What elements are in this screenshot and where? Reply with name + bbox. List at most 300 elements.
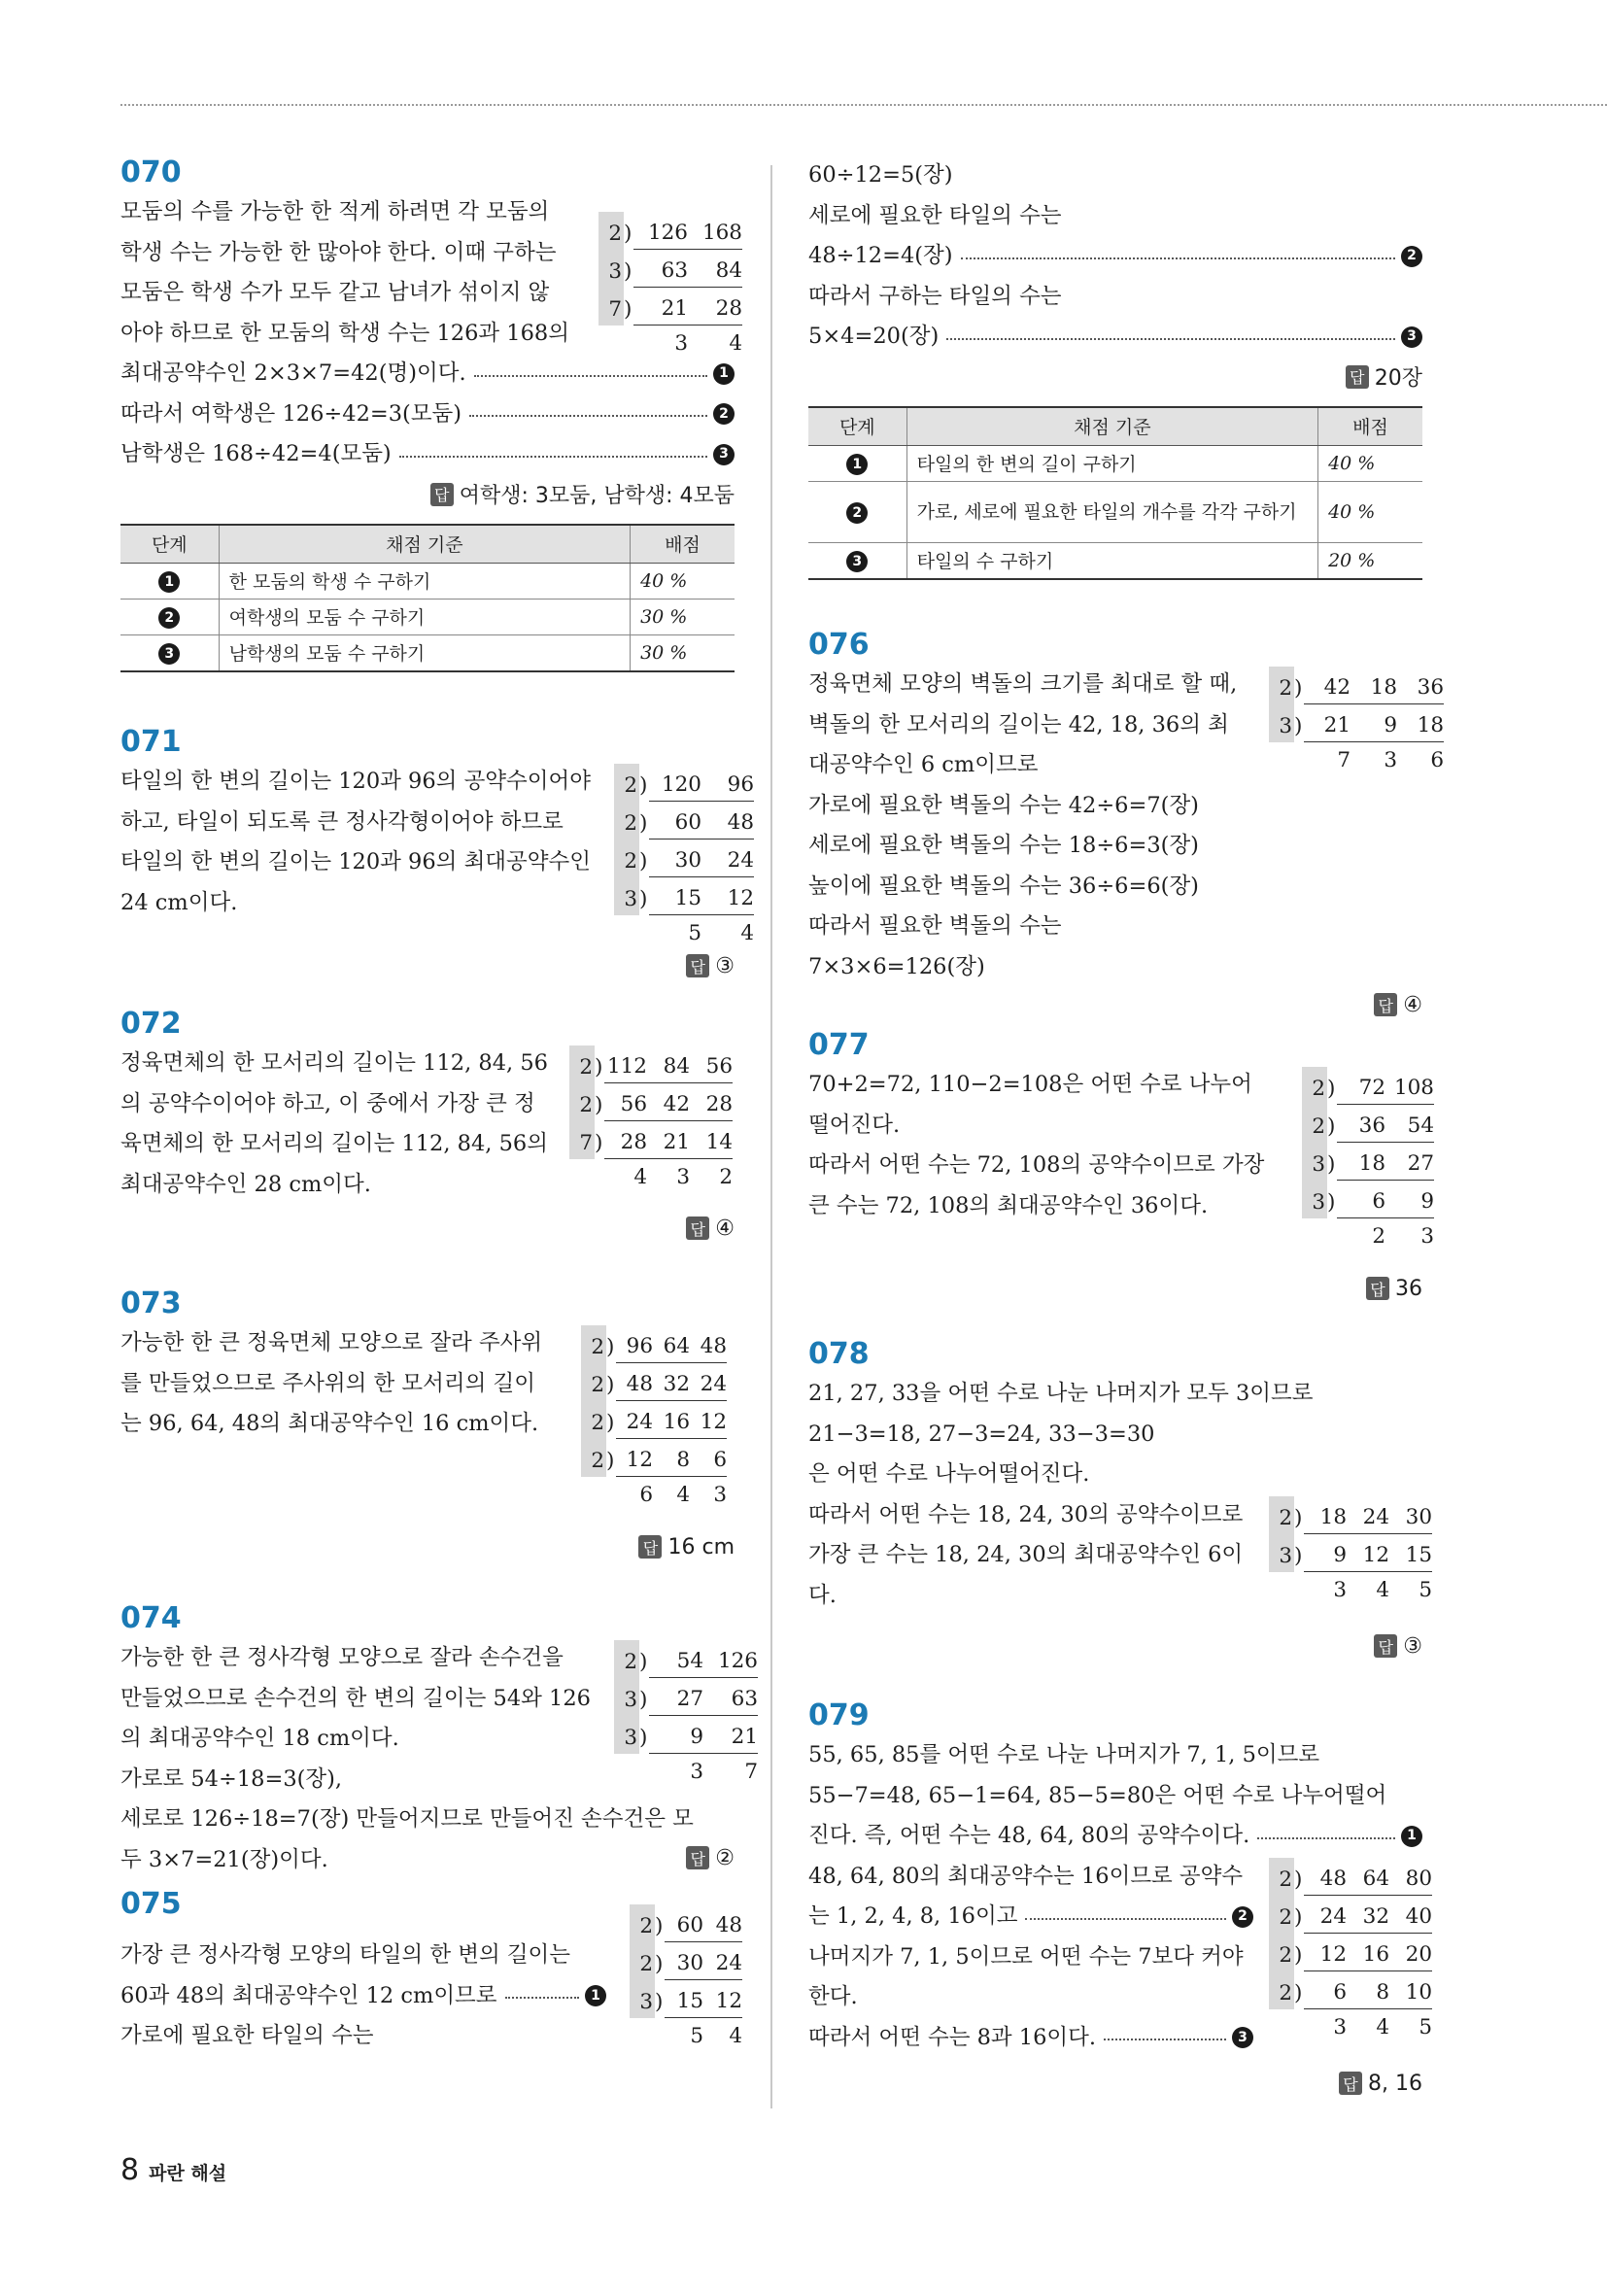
solution-line: 모둠은 학생 수가 모두 같고 남녀가 섞이지 않 bbox=[120, 280, 550, 305]
ladder-row bbox=[1269, 1896, 1432, 1934]
solution-line-text: 5×4=20(장) bbox=[808, 324, 940, 349]
left-column bbox=[120, 154, 758, 2060]
ladder-number: 30 bbox=[674, 848, 701, 873]
step-mark-icon: 1 bbox=[158, 571, 180, 593]
ladder-row bbox=[630, 1942, 742, 1980]
ladder-row bbox=[581, 1363, 727, 1401]
solution-line: 따라서 구하는 타일의 수는 bbox=[808, 283, 1062, 309]
ladder-divisor: 2 bbox=[630, 1942, 655, 1980]
step-mark-icon: 3 bbox=[846, 551, 868, 572]
ladder-number: 54 bbox=[676, 1649, 703, 1673]
table-row bbox=[120, 634, 735, 671]
step-cell bbox=[120, 563, 219, 599]
ladder-quotient-number: 3 bbox=[690, 1760, 703, 1784]
ladder-numbers bbox=[1304, 675, 1444, 704]
ladder-quotient bbox=[1304, 1572, 1432, 1616]
answer-text: 20장 bbox=[1374, 366, 1422, 391]
ladder-quotient-number: 4 bbox=[633, 1165, 647, 1189]
solution-line: 가로에 필요한 벽돌의 수는 42÷6=7(장) bbox=[808, 792, 1199, 818]
solution-line: 21, 27, 33을 어떤 수로 나눈 나머지가 모두 3이므로 bbox=[808, 1381, 1314, 1406]
top-dotted-rule bbox=[120, 104, 1607, 106]
problem-number: 070 bbox=[120, 155, 182, 189]
ladder-divisor: 2 bbox=[1269, 1896, 1294, 1934]
answer-badge-icon: 답 bbox=[1339, 2072, 1362, 2095]
ladder-number: 28 bbox=[620, 1130, 647, 1154]
ladder-division bbox=[1302, 1067, 1434, 1262]
leader-dots bbox=[399, 456, 707, 458]
answer-badge-icon: 답 bbox=[1374, 1634, 1397, 1658]
ladder-bracket: ) bbox=[595, 1093, 603, 1117]
solution-line-text: 따라서 어떤 수는 8과 16이다. bbox=[808, 2024, 1097, 2050]
table-row bbox=[808, 542, 1422, 579]
ladder-division bbox=[630, 1904, 742, 2062]
ladder-row bbox=[614, 802, 754, 840]
answer-text: ② bbox=[715, 1845, 735, 1870]
ladder-quotient-number: 4 bbox=[1376, 2015, 1389, 2039]
ladder-row bbox=[598, 288, 742, 326]
solution-line: 가로에 필요한 타일의 수는 bbox=[120, 2023, 374, 2048]
problem-number: 073 bbox=[120, 1286, 182, 1320]
ladder-row bbox=[569, 1121, 733, 1159]
ladder-number: 24 bbox=[626, 1410, 653, 1434]
ladder-row bbox=[614, 1716, 758, 1754]
ladder-number: 63 bbox=[661, 258, 688, 283]
solution-line-step bbox=[120, 1976, 606, 2017]
ladder-divisor: 3 bbox=[1302, 1143, 1327, 1181]
step-cell bbox=[120, 599, 219, 634]
solution-line: 60÷12=5(장) bbox=[808, 162, 953, 188]
problem-075-continued bbox=[808, 155, 1422, 604]
solution-line-text: 60과 48의 최대공약수인 12 cm이므로 bbox=[120, 1982, 497, 2008]
ladder-bracket: ) bbox=[655, 1990, 664, 2014]
ladder-quotient bbox=[665, 2018, 742, 2062]
ladder-quotient bbox=[649, 1754, 758, 1798]
ladder-numbers bbox=[649, 772, 754, 802]
ladder-number: 18 bbox=[1370, 675, 1397, 700]
scoring-table bbox=[808, 406, 1422, 580]
step-mark-icon: 1 bbox=[846, 454, 868, 475]
ladder-number: 27 bbox=[1407, 1151, 1434, 1176]
table-row bbox=[120, 599, 735, 634]
ladder-numbers bbox=[604, 1092, 733, 1121]
ladder-number: 9 bbox=[1333, 1543, 1347, 1567]
ladder-bracket: ) bbox=[639, 887, 648, 911]
problem-number: 075 bbox=[120, 1887, 182, 1921]
ladder-number: 96 bbox=[727, 772, 754, 797]
ladder-divisor: 2 bbox=[1269, 1934, 1294, 1971]
solution-line: 따라서 어떤 수는 18, 24, 30의 공약수이므로 bbox=[808, 1501, 1244, 1527]
solution-line-step bbox=[120, 394, 735, 435]
ladder-divisor: 2 bbox=[581, 1325, 606, 1363]
header-step: 단계 bbox=[808, 407, 906, 446]
ladder-quotient bbox=[1337, 1218, 1434, 1262]
ladder-numbers bbox=[633, 258, 742, 288]
answer-row bbox=[1374, 1627, 1422, 1665]
solution-line-step bbox=[808, 1897, 1253, 1937]
problem-073 bbox=[120, 1285, 735, 1599]
ladder-quotient-number: 3 bbox=[1333, 2015, 1347, 2039]
ladder-numbers bbox=[649, 1649, 758, 1678]
step-mark-icon: 1 bbox=[713, 363, 735, 385]
ladder-number: 12 bbox=[715, 1989, 742, 2013]
ladder-quotient-number: 3 bbox=[1420, 1224, 1434, 1249]
ladder-quotient bbox=[1304, 2009, 1432, 2053]
ladder-quotient-number: 3 bbox=[1333, 1578, 1347, 1602]
ladder-numbers bbox=[1337, 1114, 1434, 1143]
leader-dots bbox=[474, 375, 707, 377]
ladder-number: 9 bbox=[1384, 713, 1397, 737]
solution-line: 21−3=18, 27−3=24, 33−3=30 bbox=[808, 1421, 1155, 1447]
ladder-quotient-number: 4 bbox=[729, 331, 742, 356]
ladder-quotient-number: 4 bbox=[740, 921, 754, 945]
solution-line: 타일의 한 변의 길이는 120과 96의 공약수이어야 bbox=[120, 769, 591, 794]
ladder-number: 126 bbox=[647, 221, 688, 245]
step-mark-icon: 1 bbox=[1401, 1826, 1422, 1847]
ladder-bracket: ) bbox=[639, 1688, 648, 1712]
ladder-numbers bbox=[1337, 1151, 1434, 1181]
ladder-quotient-number: 3 bbox=[676, 1165, 690, 1189]
ladder-quotient-number: 3 bbox=[1384, 748, 1397, 772]
ladder-numbers bbox=[1304, 1980, 1432, 2009]
solution-line: 두 3×7=21(장)이다. bbox=[120, 1846, 328, 1872]
ladder-divisor: 2 bbox=[614, 802, 639, 840]
ladder-bracket: ) bbox=[1327, 1114, 1336, 1139]
ladder-number: 48 bbox=[700, 1334, 727, 1358]
scoring-table bbox=[120, 524, 735, 672]
ladder-bracket: ) bbox=[1294, 676, 1303, 701]
solution-line: 육면체의 한 모서리의 길이는 112, 84, 56의 bbox=[120, 1131, 548, 1156]
ladder-number: 6 bbox=[713, 1448, 727, 1472]
column-divider bbox=[770, 165, 772, 2108]
step-cell bbox=[808, 445, 906, 481]
step-mark-icon: 3 bbox=[713, 444, 735, 465]
ladder-bracket: ) bbox=[639, 1650, 648, 1674]
criterion-cell: 타일의 한 변의 길이 구하기 bbox=[906, 445, 1317, 481]
ladder-division bbox=[1269, 667, 1444, 786]
solution-line: 24 cm이다. bbox=[120, 889, 238, 915]
step-cell bbox=[808, 542, 906, 579]
ladder-division bbox=[1269, 1496, 1432, 1616]
ladder-bracket: ) bbox=[655, 1952, 664, 1976]
ladder-numbers bbox=[1304, 1505, 1432, 1534]
solution-line: 대공약수인 6 cm이므로 bbox=[808, 752, 1039, 777]
table-row bbox=[120, 563, 735, 599]
ladder-bracket: ) bbox=[1294, 1544, 1303, 1568]
solution-line: 7×3×6=126(장) bbox=[808, 953, 985, 979]
ladder-number: 21 bbox=[731, 1725, 758, 1749]
solution-line-step bbox=[808, 2018, 1253, 2059]
ladder-bracket: ) bbox=[1294, 1943, 1303, 1968]
solution-line: 55, 65, 85를 어떤 수로 나눈 나머지가 7, 1, 5이므로 bbox=[808, 1742, 1320, 1767]
ladder-number: 21 bbox=[1323, 713, 1351, 737]
ladder-row bbox=[614, 1678, 758, 1716]
ladder-quotient-number: 4 bbox=[676, 1483, 690, 1507]
ladder-number: 14 bbox=[705, 1130, 733, 1154]
answer-badge-icon: 답 bbox=[1346, 365, 1369, 389]
ladder-divisor: 2 bbox=[614, 840, 639, 877]
ladder-number: 12 bbox=[1319, 1942, 1347, 1967]
problem-074 bbox=[120, 1599, 758, 1885]
ladder-number: 8 bbox=[676, 1448, 690, 1472]
solution-line: 정육면체의 한 모서리의 길이는 112, 84, 56 bbox=[120, 1050, 548, 1076]
page-footer bbox=[120, 2153, 226, 2187]
ladder-divisor: 3 bbox=[614, 1716, 639, 1754]
ladder-bracket: ) bbox=[606, 1411, 615, 1435]
ladder-numbers bbox=[616, 1372, 727, 1401]
solution-line: 벽돌의 한 모서리의 길이는 42, 18, 36의 최 bbox=[808, 711, 1229, 737]
ladder-number: 42 bbox=[1323, 675, 1351, 700]
ladder-number: 21 bbox=[661, 296, 688, 321]
ladder-quotient-number: 6 bbox=[1430, 748, 1444, 772]
step-mark-icon: 3 bbox=[1401, 326, 1422, 348]
ladder-row bbox=[1269, 667, 1444, 704]
ladder-number: 84 bbox=[715, 258, 742, 283]
page-number: 8 bbox=[120, 2153, 140, 2187]
ladder-row bbox=[614, 764, 754, 802]
ladder-division bbox=[598, 212, 742, 369]
ladder-divisor: 2 bbox=[1269, 667, 1294, 704]
solution-line-text: 남학생은 168÷42=4(모둠) bbox=[120, 441, 392, 466]
ladder-numbers bbox=[649, 810, 754, 840]
ladder-row bbox=[569, 1045, 733, 1083]
solution-line: 48, 64, 80의 최대공약수는 16이므로 공약수 bbox=[808, 1863, 1244, 1889]
ladder-numbers bbox=[665, 1913, 742, 1942]
ladder-number: 112 bbox=[606, 1054, 647, 1079]
ladder-number: 12 bbox=[700, 1410, 727, 1434]
solution-line: 가능한 한 큰 정사각형 모양으로 잘라 손수건을 bbox=[120, 1645, 564, 1670]
ladder-divisor: 2 bbox=[1269, 1858, 1294, 1896]
solution-line: 다. bbox=[808, 1582, 837, 1608]
ladder-number: 28 bbox=[705, 1092, 733, 1116]
ladder-divisor: 3 bbox=[630, 1980, 655, 2018]
ladder-bracket: ) bbox=[1294, 1905, 1303, 1930]
answer-text: 8, 16 bbox=[1368, 2071, 1422, 2096]
ladder-bracket: ) bbox=[1294, 1868, 1303, 1892]
ladder-number: 84 bbox=[663, 1054, 690, 1079]
solution-line: 떨어진다. bbox=[808, 1112, 901, 1138]
header-score: 배점 bbox=[1318, 407, 1422, 446]
ladder-quotient-number: 4 bbox=[1376, 1578, 1389, 1602]
ladder-divisor: 3 bbox=[1269, 1534, 1294, 1572]
solution-line-step bbox=[808, 236, 1422, 277]
ladder-number: 18 bbox=[1358, 1151, 1385, 1176]
ladder-number: 18 bbox=[1417, 713, 1444, 737]
solution-line-step bbox=[808, 1816, 1422, 1857]
answer-text: 36 bbox=[1395, 1276, 1422, 1301]
solution-line: 만들었으므로 손수건의 한 변의 길이는 54와 126 bbox=[120, 1685, 591, 1711]
answer-row bbox=[638, 1527, 735, 1566]
problem-071 bbox=[120, 723, 754, 1005]
table-row bbox=[808, 445, 1422, 481]
solution-line: 70+2=72, 110−2=108은 어떤 수로 나누어 bbox=[808, 1072, 1252, 1097]
ladder-bracket: ) bbox=[1294, 714, 1303, 738]
solution-line: 따라서 필요한 벽돌의 수는 bbox=[808, 913, 1062, 939]
table-row bbox=[808, 481, 1422, 542]
ladder-number: 48 bbox=[626, 1372, 653, 1396]
ladder-number: 60 bbox=[674, 810, 701, 835]
step-cell bbox=[808, 481, 906, 542]
ladder-divisor: 2 bbox=[1302, 1105, 1327, 1143]
problem-number: 078 bbox=[808, 1337, 870, 1371]
ladder-numbers bbox=[1304, 713, 1444, 742]
ladder-quotient-number: 7 bbox=[744, 1760, 758, 1784]
ladder-division bbox=[581, 1325, 727, 1521]
ladder-number: 42 bbox=[663, 1092, 690, 1116]
ladder-bracket: ) bbox=[1294, 1981, 1303, 2005]
ladder-divisor: 3 bbox=[614, 1678, 639, 1716]
leader-dots bbox=[961, 257, 1395, 259]
header-score: 배점 bbox=[631, 525, 735, 564]
ladder-quotient bbox=[604, 1159, 733, 1203]
step-mark-icon: 3 bbox=[158, 643, 180, 665]
ladder-number: 36 bbox=[1417, 675, 1444, 700]
ladder-bracket: ) bbox=[639, 1726, 648, 1750]
problem-078 bbox=[808, 1335, 1432, 1696]
ladder-divisor: 2 bbox=[630, 1904, 655, 1942]
ladder-number: 32 bbox=[1362, 1904, 1389, 1929]
leader-dots bbox=[1104, 2039, 1226, 2040]
ladder-row bbox=[630, 1904, 742, 1942]
ladder-number: 16 bbox=[1362, 1942, 1389, 1967]
header-step: 단계 bbox=[120, 525, 219, 564]
answer-badge-icon: 답 bbox=[1366, 1277, 1389, 1300]
ladder-bracket: ) bbox=[624, 222, 633, 246]
ladder-row bbox=[598, 212, 742, 250]
ladder-bracket: ) bbox=[1327, 1190, 1336, 1215]
answer-badge-icon: 답 bbox=[430, 483, 454, 506]
answer-text: 여학생: 3모둠, 남학생: 4모둠 bbox=[459, 484, 735, 508]
ladder-numbers bbox=[633, 221, 742, 250]
ladder-number: 18 bbox=[1319, 1505, 1347, 1529]
solution-line-text: 진다. 즉, 어떤 수는 48, 64, 80의 공약수이다. bbox=[808, 1823, 1250, 1848]
solution-line: 하고, 타일이 되도록 큰 정사각형이어야 하므로 bbox=[120, 808, 564, 835]
leader-dots bbox=[1257, 1837, 1395, 1839]
ladder-number: 108 bbox=[1393, 1076, 1434, 1100]
criterion-cell: 남학생의 모둠 수 구하기 bbox=[219, 634, 630, 671]
ladder-bracket: ) bbox=[639, 811, 648, 836]
solution-line: 의 공약수이어야 하고, 이 중에서 가장 큰 정 bbox=[120, 1090, 535, 1116]
solution-line: 세로에 필요한 타일의 수는 bbox=[808, 202, 1062, 228]
solution-line: 가로로 54÷18=3(장), bbox=[120, 1765, 343, 1792]
ladder-number: 63 bbox=[731, 1687, 758, 1711]
problem-075 bbox=[120, 1885, 742, 2060]
problem-076 bbox=[808, 626, 1444, 1026]
ladder-row bbox=[581, 1325, 727, 1363]
criterion-cell: 가로, 세로에 필요한 타일의 개수를 각각 구하기 bbox=[906, 481, 1317, 542]
ladder-row bbox=[581, 1401, 727, 1439]
ladder-quotient-number: 3 bbox=[674, 331, 688, 356]
step-mark-icon: 2 bbox=[1401, 246, 1422, 267]
ladder-number: 27 bbox=[676, 1687, 703, 1711]
ladder-quotient-number: 4 bbox=[729, 2024, 742, 2048]
ladder-quotient-number: 5 bbox=[1419, 2015, 1432, 2039]
ladder-quotient-number: 5 bbox=[690, 2024, 703, 2048]
ladder-numbers bbox=[1304, 1543, 1432, 1572]
ladder-number: 8 bbox=[1376, 1980, 1389, 2005]
solution-line-step bbox=[808, 317, 1422, 358]
ladder-row bbox=[598, 250, 742, 288]
table-header-row bbox=[808, 407, 1422, 446]
ladder-row bbox=[1302, 1143, 1434, 1181]
answer-row bbox=[686, 1209, 735, 1248]
answer-text: ③ bbox=[715, 953, 735, 978]
ladder-divisor: 7 bbox=[569, 1121, 595, 1159]
answer-badge-icon: 답 bbox=[686, 1846, 709, 1869]
ladder-divisor: 2 bbox=[581, 1363, 606, 1401]
ladder-row bbox=[614, 840, 754, 877]
answer-badge-icon: 답 bbox=[686, 1217, 709, 1240]
ladder-bracket: ) bbox=[1327, 1077, 1336, 1101]
ladder-number: 96 bbox=[626, 1334, 653, 1358]
answer-text: ③ bbox=[1403, 1633, 1422, 1659]
ladder-row bbox=[1269, 1534, 1432, 1572]
ladder-row bbox=[1269, 1971, 1432, 2009]
ladder-row bbox=[1302, 1181, 1434, 1218]
problem-number: 071 bbox=[120, 725, 182, 759]
ladder-row bbox=[1269, 1934, 1432, 1971]
right-column bbox=[808, 155, 1444, 2105]
ladder-divisor: 2 bbox=[581, 1401, 606, 1439]
step-mark-icon: 1 bbox=[585, 1985, 606, 2006]
header-criterion: 채점 기준 bbox=[219, 525, 630, 564]
criterion-cell: 타일의 수 구하기 bbox=[906, 542, 1317, 579]
ladder-bracket: ) bbox=[606, 1335, 615, 1359]
ladder-number: 56 bbox=[705, 1054, 733, 1079]
ladder-divisor: 2 bbox=[614, 764, 639, 802]
leader-dots bbox=[946, 338, 1395, 340]
ladder-number: 21 bbox=[663, 1130, 690, 1154]
ladder-number: 120 bbox=[661, 772, 701, 797]
solution-line: 은 어떤 수로 나누어떨어진다. bbox=[808, 1461, 1090, 1487]
ladder-number: 48 bbox=[727, 810, 754, 835]
ladder-row bbox=[614, 1640, 758, 1678]
problem-number: 072 bbox=[120, 1007, 182, 1041]
ladder-numbers bbox=[604, 1130, 733, 1159]
solution-line: 높이에 필요한 벽돌의 수는 36÷6=6(장) bbox=[808, 873, 1199, 899]
solution-line: 따라서 어떤 수는 72, 108의 공약수이므로 가장 bbox=[808, 1152, 1265, 1178]
answer-row bbox=[808, 358, 1422, 396]
ladder-quotient-number: 6 bbox=[639, 1483, 653, 1507]
ladder-number: 9 bbox=[1420, 1189, 1434, 1214]
ladder-numbers bbox=[649, 1687, 758, 1716]
solution-line: 가장 큰 정사각형 모양의 타일의 한 변의 길이는 bbox=[120, 1942, 571, 1968]
ladder-numbers bbox=[1337, 1189, 1434, 1218]
problem-number: 074 bbox=[120, 1601, 182, 1635]
ladder-bracket: ) bbox=[624, 297, 633, 322]
ladder-numbers bbox=[616, 1448, 727, 1477]
step-mark-icon: 2 bbox=[713, 403, 735, 425]
ladder-row bbox=[630, 1980, 742, 2018]
ladder-quotient-number: 2 bbox=[719, 1165, 733, 1189]
solution-line-text: 최대공약수인 2×3×7=42(명)이다. bbox=[120, 360, 466, 386]
ladder-number: 12 bbox=[727, 886, 754, 910]
ladder-bracket: ) bbox=[1327, 1152, 1336, 1177]
ladder-divisor: 2 bbox=[569, 1083, 595, 1121]
ladder-number: 36 bbox=[1358, 1114, 1385, 1138]
ladder-row bbox=[1269, 1496, 1432, 1534]
ladder-row bbox=[1269, 704, 1444, 742]
ladder-bracket: ) bbox=[655, 1914, 664, 1938]
ladder-numbers bbox=[1304, 1867, 1432, 1896]
leader-dots bbox=[469, 415, 707, 417]
ladder-number: 64 bbox=[663, 1334, 690, 1358]
ladder-number: 56 bbox=[620, 1092, 647, 1116]
ladder-bracket: ) bbox=[606, 1373, 615, 1397]
ladder-divisor: 3 bbox=[614, 877, 639, 915]
ladder-numbers bbox=[665, 1989, 742, 2018]
ladder-number: 32 bbox=[663, 1372, 690, 1396]
ladder-division bbox=[569, 1045, 733, 1203]
